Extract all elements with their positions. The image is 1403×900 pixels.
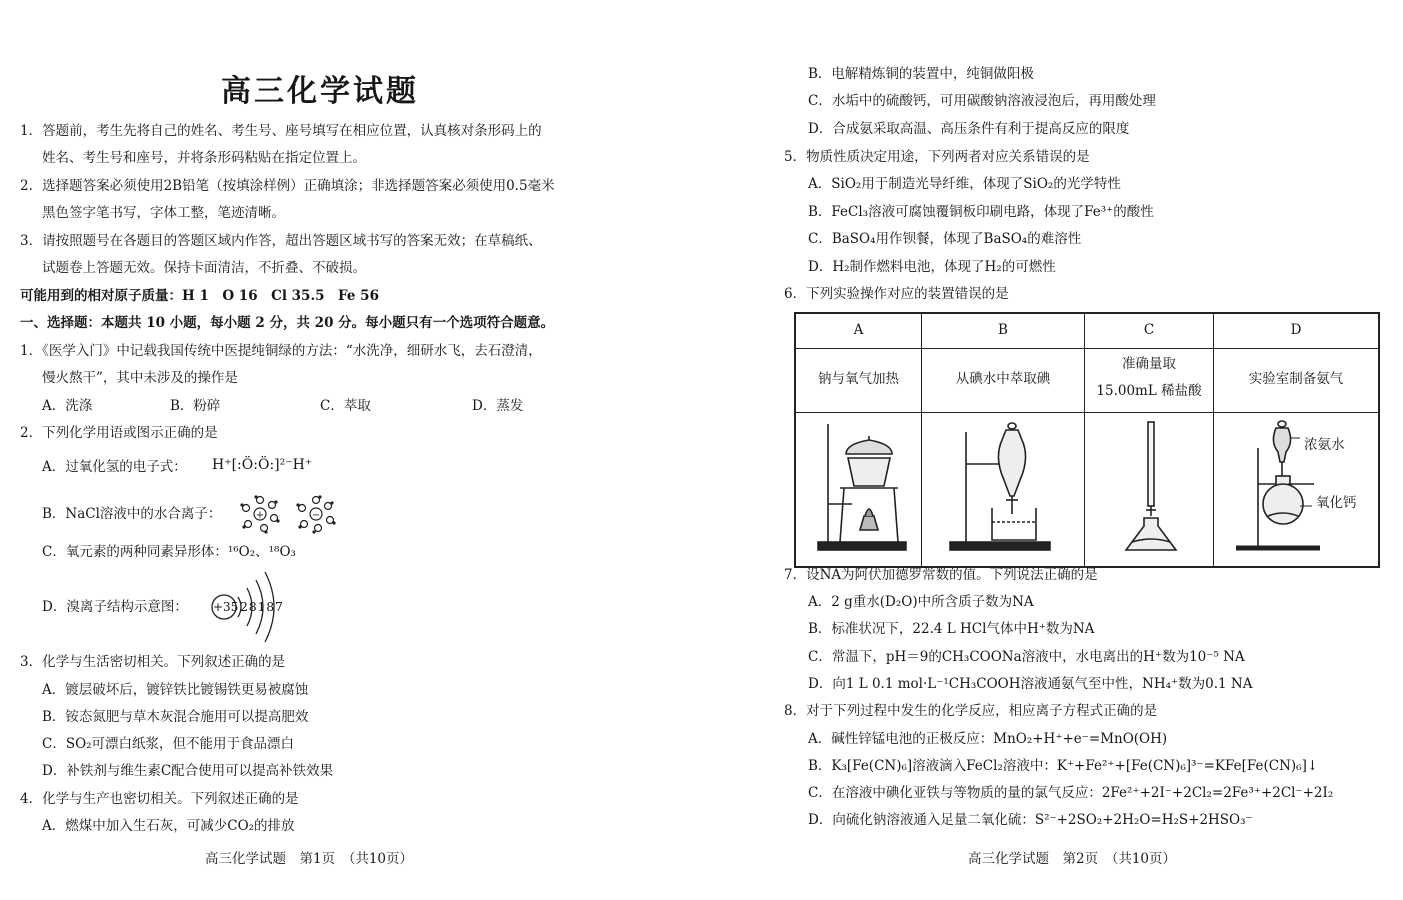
bromide-nucleus-label: +35 bbox=[213, 600, 239, 614]
q6-apparatus-table bbox=[794, 312, 1380, 568]
table-desc-a: 钠与氧气加热 bbox=[818, 371, 899, 387]
instruction-line: 黑色签字笔书写，字体工整，笔迹清晰。 bbox=[42, 205, 285, 221]
question-1-stem-cont: 慢火熬干”，其中未涉及的操作是 bbox=[42, 370, 238, 386]
q8-option-c: C．在溶液中碘化亚铁与等物质的量的氯气反应：2Fe²⁺+2I⁻+2Cl₂=2Fe³⁺+2Cl⁻+2I₂ bbox=[808, 785, 1334, 801]
page-footer: 高三化学试题 第1页 （共10页） bbox=[205, 851, 414, 867]
q2-option-c: C．氧元素的两种同素异形体：¹⁶O₂、¹⁸O₃ bbox=[42, 544, 296, 560]
page-footer: 高三化学试题 第2页 （共10页） bbox=[968, 851, 1177, 867]
q1-option-d: D．蒸发 bbox=[472, 398, 524, 414]
q2-option-a-label: A．过氧化氢的电子式： bbox=[42, 459, 187, 475]
q3-option-a: A．镀层破坏后，镀锌铁比镀锡铁更易被腐蚀 bbox=[42, 682, 309, 698]
question-2-stem: 2．下列化学用语或图示正确的是 bbox=[20, 425, 218, 441]
q2-option-d-label: D．溴离子结构示意图： bbox=[42, 599, 188, 615]
q2-option-b-label: B．NaCl溶液中的水合离子： bbox=[42, 506, 222, 522]
question-1-stem: 1．《医学入门》中记载我国传统中医提纯铜绿的方法：“水洗净，细研水飞，去石澄清， bbox=[20, 343, 542, 359]
exam-page-2 bbox=[700, 0, 1403, 900]
svg-text:−: − bbox=[311, 510, 321, 521]
burette-flask-apparatus bbox=[1102, 418, 1202, 554]
question-6-stem: 6．下列实验操作对应的装置错误的是 bbox=[784, 286, 1009, 302]
q7-option-c: C．常温下，pH＝9的CH₃COONa溶液中，水电离出的H⁺数为10⁻⁵ NA bbox=[808, 649, 1245, 665]
q5-option-a: A．SiO₂用于制造光导纤维，体现了SiO₂的光学特性 bbox=[808, 176, 1121, 192]
section-heading: 一、选择题：本题共 10 小题，每小题 2 分，共 20 分。每小题只有一个选项符合题意。 bbox=[20, 315, 555, 331]
instruction-line: 试题卷上答题无效。保持卡面清洁，不折叠、不破损。 bbox=[42, 260, 366, 276]
svg-text:+: + bbox=[255, 510, 265, 521]
hydrated-ions-diagram bbox=[236, 494, 338, 534]
table-header-a: A bbox=[853, 322, 864, 338]
table-desc-b: 从碘水中萃取碘 bbox=[955, 371, 1051, 387]
q1-option-a: A．洗涤 bbox=[42, 398, 93, 414]
q5-option-d: D．H₂制作燃料电池，体现了H₂的可燃性 bbox=[808, 259, 1056, 275]
instruction-line: 2．选择题答案必须使用2B铅笔（按填涂样例）正确填涂；非选择题答案必须使用0.5毫米 bbox=[20, 178, 555, 194]
q4-option-c: C．水垢中的硫酸钙，可用碳酸钠溶液浸泡后，再用酸处理 bbox=[808, 93, 1156, 109]
q1-option-b: B．粉碎 bbox=[170, 398, 221, 414]
q5-option-b: B．FeCl₃溶液可腐蚀覆铜板印刷电路，体现了Fe³⁺的酸性 bbox=[808, 204, 1154, 220]
q3-option-d: D．补铁剂与维生素C配合使用可以提高补铁效果 bbox=[42, 763, 334, 779]
q8-option-b: B．K₃[Fe(CN)₆]溶液滴入FeCl₂溶液中：K⁺+Fe²⁺+[Fe(CN)₆]³⁻=KFe[Fe(CN)₆]↓ bbox=[808, 758, 1319, 774]
q7-option-a: A．2 g重水(D₂O)中所含质子数为NA bbox=[808, 594, 1034, 610]
label-calcium-oxide: 氧化钙 bbox=[1316, 495, 1357, 511]
q8-option-d: D．向硫化钠溶液通入足量二氧化硫：S²⁻+2SO₂+2H₂O=H₂S+2HSO₃⁻ bbox=[808, 812, 1253, 828]
q4-option-b: B．电解精炼铜的装置中，纯铜做阳极 bbox=[808, 66, 1034, 82]
bromide-shell-electrons: 28187 bbox=[240, 599, 284, 614]
instruction-line: 姓名、考生号和座号，并将条形码粘贴在指定位置上。 bbox=[42, 150, 366, 166]
q3-option-b: B．铵态氮肥与草木灰混合施用可以提高肥效 bbox=[42, 709, 309, 725]
atomic-mass-note: 可能用到的相对原子质量：H 1 O 16 Cl 35.5 Fe 56 bbox=[20, 288, 379, 304]
table-header-d: D bbox=[1290, 322, 1302, 338]
question-5-stem: 5．物质性质决定用途，下列两者对应关系错误的是 bbox=[784, 149, 1090, 165]
question-8-stem: 8．对于下列过程中发生的化学反应，相应离子方程式正确的是 bbox=[784, 703, 1158, 719]
question-3-stem: 3．化学与生活密切相关。下列叙述正确的是 bbox=[20, 654, 286, 670]
q8-option-a: A．碱性锌锰电池的正极反应：MnO₂+H⁺+e⁻=MnO(OH) bbox=[808, 731, 1168, 747]
table-header-b: B bbox=[998, 322, 1008, 338]
instruction-line: 3．请按照题号在各题目的答题区域内作答，超出答题区域书写的答案无效；在草稿纸、 bbox=[20, 233, 542, 249]
table-desc-c-line2: 15.00mL 稀盐酸 bbox=[1096, 383, 1202, 399]
q7-option-d: D．向1 L 0.1 mol·L⁻¹CH₃COOH溶液通氨气至中性，NH₄⁺数为0.1 NA bbox=[808, 676, 1253, 692]
exam-title: 高三化学试题 bbox=[221, 74, 419, 109]
table-desc-d: 实验室制备氨气 bbox=[1248, 371, 1344, 387]
crucible-heating-apparatus bbox=[812, 418, 912, 554]
instruction-line: 1．答题前，考生先将自己的姓名、考生号、座号填写在相应位置，认真核对条形码上的 bbox=[20, 123, 542, 139]
question-7-stem: 7．设NA为阿伏加德罗常数的值。下列说法正确的是 bbox=[784, 567, 1098, 583]
exam-page-1 bbox=[0, 0, 700, 900]
q3-option-c: C．SO₂可漂白纸浆，但不能用于食品漂白 bbox=[42, 736, 295, 752]
question-4-stem: 4．化学与生产也密切相关。下列叙述正确的是 bbox=[20, 791, 299, 807]
q4-option-d: D．合成氨采取高温、高压条件有利于提高反应的限度 bbox=[808, 121, 1130, 137]
table-desc-c: 准确量取 bbox=[1122, 356, 1176, 372]
table-header-c: C bbox=[1143, 322, 1155, 338]
label-concentrated-ammonia: 浓氨水 bbox=[1304, 437, 1345, 453]
q7-option-b: B．标准状况下，22.4 L HCl气体中H⁺数为NA bbox=[808, 621, 1095, 637]
q4-option-a: A．燃煤中加入生石灰，可减少CO₂的排放 bbox=[42, 818, 295, 834]
h2o2-electron-formula: H⁺[:Ö:Ö:]²⁻H⁺ bbox=[212, 457, 313, 473]
separatory-funnel-apparatus bbox=[946, 418, 1066, 554]
q5-option-c: C．BaSO₄用作钡餐，体现了BaSO₄的难溶性 bbox=[808, 231, 1082, 247]
q1-option-c: C．萃取 bbox=[320, 398, 371, 414]
